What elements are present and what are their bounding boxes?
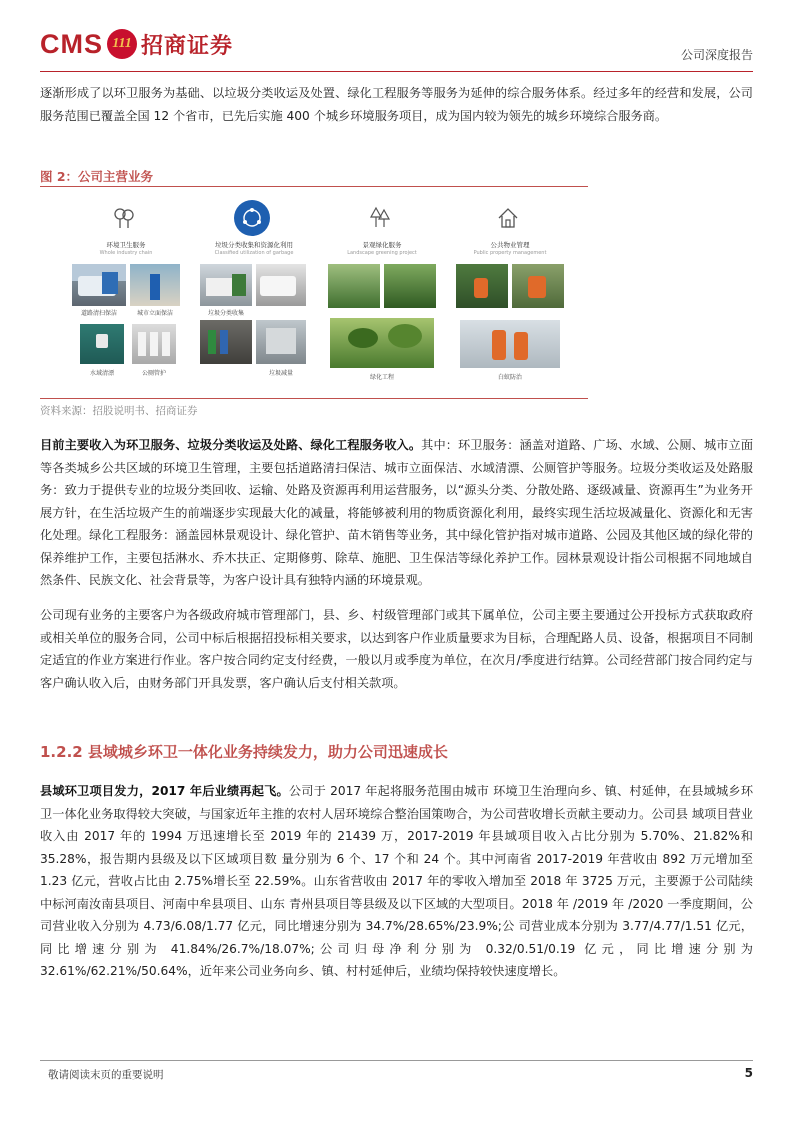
column-title: 公共物业管理 [490,241,530,249]
caption-collection: 垃圾分类收集 [207,310,244,317]
street-sweeper-photo [72,264,126,306]
pest-control-photo-1 [456,264,508,308]
caption-reduction: 垃圾减量 [268,370,293,377]
main-business-body: 其中：环卫服务：涵盖对道路、广场、水域、公厕、城市立面等各类城乡公共区域的环境卫生管理，主要包括道路清扫保洁、城市立面保洁、水域清漂、公厕管护等服务。垃圾分类收运及处路服务：致力于提供专业的垃圾分类回收、运输、处路及资源再利用运营服务，以“源头分类、分散处路、逐级减量、资源再生”为业务开展方针，在生活垃圾产生的前端逐步实现最大化的减量，将能够被利用的物质资源化利用，最终实现生活垃圾减量化、资源化和无害化处理。绿化工程服务：涵盖园林景观设计、绿化管护、苗木销售等业务，其中绿化管护指对城市道路、公园及其他区域的绿化带的保养维护工作，主要包括淋水、乔木扶正、定期修剪、除草、施肥、卫生保洁等绿化养护工作。园林景观设计指公司根据不同地域自然条件、民族文化、社会背景等，为客户设计具有独特内涵的环境景观。 [40,438,754,587]
column-title: 环境卫生服务 [106,241,146,249]
figure-column-waste [198,194,310,394]
caption-road-cleaning: 道路清扫保洁 [80,310,117,317]
column-title: 景观绿化服务 [362,241,402,249]
figure-title: 图 2：公司主营业务 [40,169,154,184]
county-paragraph [40,780,753,983]
facade-cleaning-photo [130,264,180,306]
page-header [40,26,753,70]
logo-chinese: 招商证券 [141,32,234,59]
column-subtitle: Landscape greening project [347,250,417,256]
logo-latin: CMS [40,28,103,59]
trees-icon [362,200,398,236]
figure-bottom-rule [40,398,588,399]
intro-paragraph: 逐渐形成了以环卫服务为基础、以垃圾分类收运及处置、绿化工程服务等服务为延伸的综合服务体系。经过多年的经营和发展，公司服务范围已覆盖全国 12 个省市，已先后实施 400 个城乡环境服务项目，成为国内较为领先的城乡环境综合服务商。 [40,86,753,123]
caption-facade-cleaning: 城市立面保洁 [136,310,173,317]
classification-station-photo [200,320,252,364]
figure-column-sanitation [70,194,182,394]
logo-mark-icon [107,29,137,59]
recycle-network-icon [234,200,270,236]
section-heading: 1.2.2 县域城乡环卫一体化业务持续发力，助力公司迅速成长 [40,743,448,761]
pest-control-photo-2 [512,264,564,308]
column-subtitle: Whole industry chain [99,250,153,256]
business-figure [70,194,566,394]
compactor-truck-photo [256,264,306,306]
figure-column-property [454,194,566,394]
tree-icon [106,200,142,236]
county-lead: 县域环卫项目发力，2017 年后业绩再起飞。 [40,784,289,798]
column-subtitle: Public property management [473,250,547,256]
column-title: 垃圾分类收集和资源化利用 [215,241,293,249]
caption-termite: 白蚁防治 [497,374,522,381]
header-divider [40,71,753,72]
caption-greening: 绿化工程 [369,374,394,381]
figure-source: 资料来源：招股说明书、招商证券 [40,405,198,417]
caption-waterway: 水域清漂 [89,370,114,377]
waterway-photo [80,324,124,364]
footer-note: 敬请阅读末页的重要说明 [48,1069,164,1081]
garden-photo-1 [328,264,380,308]
footer-divider [40,1060,753,1061]
greening-project-photo [330,318,434,368]
cms-logo [40,26,233,62]
termite-control-photo [460,320,560,368]
county-body: 公司于 2017 年起将服务范围由城市 环境卫生治理向乡、镇、村延伸，在县域城乡环卫一体化业务取得较大突破，与国家近年主推的农村人居环境综合整治国策吻合，为公司营收增长贡献主要动力。公司县 域项目营业收入由 2017 年的 1994 万迅速增长至 2019 年的 21439 万，2017-2019 年县域项目收入占比分别为 5.70%、21.82%和 35.28%，报告期内县级及以下区域项目数 量分别为 6 个、17 个和 24 个。其中河南省 2017-2019 年营收由 892 万元增加至 1.23 亿元，营收占比由 2.75%增长至 22.59%。山东省营收由 2017 年的零收入增加至 2018 年 3725 万元，主要源于公司陆续中标河南汝南县项目、河南中牟县项目、山东 青州县项目等县级及以下区域的大型项目。2018 年 /2019 年 /2020 一季度期间，公 司营业收入分别为 4.73/6.08/1.77 亿元，同比增速分别为 34.7%/28.65%/23.9%;公 司营业成本分别为 3.77/4.77/1.51 亿元，同比增速分别为 41.84%/26.7%/18.07%;公司归母净利分别为 0.32/0.51/0.19 亿元，同比增速分别为 32.61%/62.21%/50.64%，近年来公司业务向乡、镇、村村延伸后，业绩均保持较快速度增长。 [40,784,754,978]
garden-photo-2 [384,264,436,308]
figure-top-rule [40,186,588,187]
public-toilet-photo [132,324,176,364]
figure-column-greening [326,194,438,394]
page-number: 5 [744,1066,753,1080]
column-subtitle: Classified utilization of garbage [214,250,294,256]
logo-mark-text: 111 [112,36,132,51]
report-type: 公司深度报告 [680,48,753,62]
waste-reduction-photo [256,320,306,364]
main-business-lead: 目前主要收入为环卫服务、垃圾分类收运及处路、绿化工程服务收入。 [40,438,422,452]
main-business-paragraph [40,434,753,592]
house-icon [490,200,526,236]
customers-paragraph: 公司现有业务的主要客户为各级政府城市管理部门，县、乡、村级管理部门或其下属单位，公司主要主要通过公开投标方式获取政府或相关单位的服务合同，公司中标后根据招投标相关要求，以达到客户作业质量要求为目标，合理配路人员、设备，根据项目不同制定适宜的作业方案进行作业。客户按合同约定支付经费，一般以月或季度为单位，在次月/季度进行结算。公司经营部门按合同约定与客户确认收入后，由财务部门开具发票，客户确认后支付相关款项。 [40,608,753,690]
caption-toilet: 公厕管护 [141,370,166,377]
collection-vehicle-photo [200,264,252,306]
